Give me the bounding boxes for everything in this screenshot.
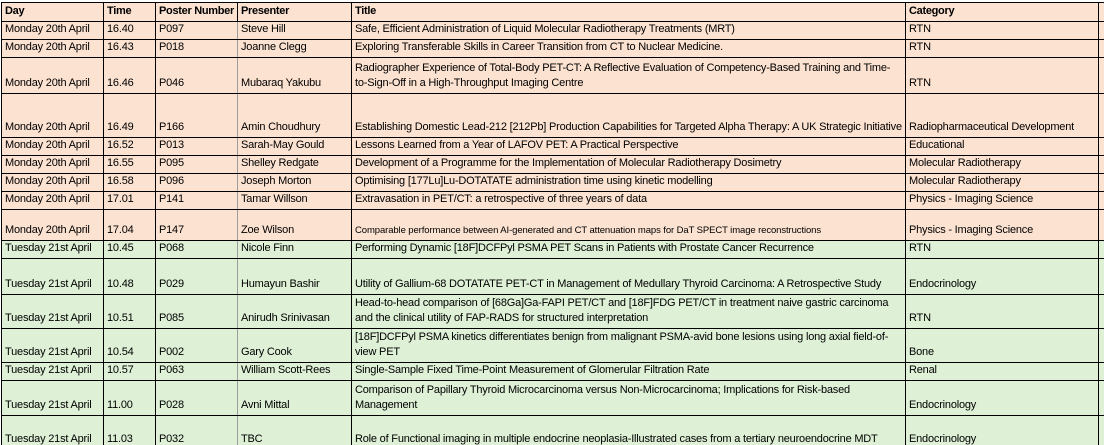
cell-day[interactable]: Monday 20th April	[2, 58, 104, 94]
cell-poster[interactable]: P097	[156, 22, 238, 40]
column-header-time[interactable]: Time	[104, 3, 156, 22]
cell-category[interactable]: RTN	[906, 241, 1099, 259]
table-row	[2, 40, 1104, 58]
cell-presenter[interactable]: Sarah-May Gould	[238, 138, 352, 156]
table-row	[2, 22, 1104, 40]
cell-time[interactable]: 16.40	[104, 22, 156, 40]
cell-category[interactable]: RTN	[906, 58, 1099, 94]
cell-poster[interactable]: P013	[156, 138, 238, 156]
cell-title[interactable]: Role of Functional imaging in multiple endocrine neoplasia-Illustrated cases from a tertiary neuroendocrine MDT	[352, 416, 906, 445]
cell-poster[interactable]: P147	[156, 210, 238, 241]
cell-category[interactable]: Endocrinology	[906, 416, 1099, 445]
schedule-table	[1, 2, 1104, 445]
cell-category[interactable]: RTN	[906, 40, 1099, 58]
cell-presenter[interactable]: TBC	[238, 416, 352, 445]
cell-poster[interactable]: P018	[156, 40, 238, 58]
table-row	[2, 210, 1104, 241]
filler-cell	[1099, 40, 1104, 58]
cell-title[interactable]: Radiographer Experience of Total-Body PET-CT: A Reflective Evaluation of Competency-Based Training and Time-to-Sign-Off in a High-Throughput Imaging Centre	[352, 58, 906, 94]
cell-day[interactable]: Tuesday 21st April	[2, 295, 104, 329]
cell-category[interactable]: Bone	[906, 329, 1099, 363]
filler-cell	[1099, 3, 1104, 22]
cell-presenter[interactable]: Humayun Bashir	[238, 259, 352, 295]
filler-cell	[1099, 138, 1104, 156]
cell-poster[interactable]: P028	[156, 381, 238, 416]
cell-presenter[interactable]: Joanne Clegg	[238, 40, 352, 58]
cell-day[interactable]: Monday 20th April	[2, 156, 104, 174]
header-row	[2, 3, 1104, 22]
cell-title[interactable]: Development of a Programme for the Implementation of Molecular Radiotherapy Dosimetry	[352, 156, 906, 174]
column-header-poster[interactable]: Poster Number	[156, 3, 238, 22]
cell-time[interactable]: 10.57	[104, 363, 156, 381]
cell-presenter[interactable]: Mubaraq Yakubu	[238, 58, 352, 94]
cell-time[interactable]: 16.58	[104, 174, 156, 192]
column-header-title[interactable]: Title	[352, 3, 906, 22]
column-header-day[interactable]: Day	[2, 3, 104, 22]
cell-poster[interactable]: P032	[156, 416, 238, 445]
filler-cell	[1099, 174, 1104, 192]
cell-day[interactable]: Monday 20th April	[2, 22, 104, 40]
filler-cell	[1099, 381, 1104, 416]
cell-title[interactable]: Optimising [177Lu]Lu-DOTATATE administration time using kinetic modelling	[352, 174, 906, 192]
filler-cell	[1099, 259, 1104, 295]
cell-time[interactable]: 16.46	[104, 58, 156, 94]
table-row	[2, 138, 1104, 156]
table-body	[2, 22, 1104, 445]
table-row	[2, 259, 1104, 295]
cell-title[interactable]: Extravasation in PET/CT: a retrospective of three years of data	[352, 192, 906, 210]
cell-presenter[interactable]: Amin Choudhury	[238, 94, 352, 138]
cell-category[interactable]: Molecular Radiotherapy	[906, 156, 1099, 174]
cell-presenter[interactable]: Nicole Finn	[238, 241, 352, 259]
cell-day[interactable]: Monday 20th April	[2, 138, 104, 156]
cell-category[interactable]: RTN	[906, 22, 1099, 40]
table-row	[2, 174, 1104, 192]
cell-presenter[interactable]: Tamar Willson	[238, 192, 352, 210]
cell-category[interactable]: RTN	[906, 295, 1099, 329]
cell-day[interactable]: Tuesday 21st April	[2, 363, 104, 381]
cell-poster[interactable]: P096	[156, 174, 238, 192]
table-row	[2, 58, 1104, 94]
filler-cell	[1099, 22, 1104, 40]
cell-title[interactable]: Head-to-head comparison of [68Ga]Ga-FAPI PET/CT and [18F]FDG PET/CT in treatment naive gastric carcinoma and the clinical utility of FAP-RADS for structured interpretation	[352, 295, 906, 329]
cell-time[interactable]: 11.00	[104, 381, 156, 416]
cell-title[interactable]: Comparison of Papillary Thyroid Microcarcinoma versus Non-Microcarcinoma; Implications for Risk-based Management	[352, 381, 906, 416]
cell-category[interactable]: Physics - Imaging Science	[906, 210, 1099, 241]
cell-time[interactable]: 16.55	[104, 156, 156, 174]
filler-cell	[1099, 156, 1104, 174]
cell-title[interactable]: Lessons Learned from a Year of LAFOV PET: A Practical Perspective	[352, 138, 906, 156]
cell-time[interactable]: 16.43	[104, 40, 156, 58]
table-row	[2, 94, 1104, 138]
cell-presenter[interactable]: Joseph Morton	[238, 174, 352, 192]
cell-poster[interactable]: P002	[156, 329, 238, 363]
cell-title[interactable]: Performing Dynamic [18F]DCFPyl PSMA PET Scans in Patients with Prostate Cancer Recurrence	[352, 241, 906, 259]
cell-day[interactable]: Tuesday 21st April	[2, 381, 104, 416]
cell-category[interactable]: Physics - Imaging Science	[906, 192, 1099, 210]
cell-time[interactable]: 10.51	[104, 295, 156, 329]
cell-day[interactable]: Tuesday 21st April	[2, 416, 104, 445]
cell-category[interactable]: Educational	[906, 138, 1099, 156]
cell-day[interactable]: Monday 20th April	[2, 192, 104, 210]
table-row	[2, 241, 1104, 259]
table-row	[2, 295, 1104, 329]
table-row	[2, 156, 1104, 174]
filler-cell	[1099, 295, 1104, 329]
cell-title[interactable]: Comparable performance between AI-generated and CT attenuation maps for DaT SPECT image reconstructions	[352, 210, 906, 241]
cell-presenter[interactable]: Steve Hill	[238, 22, 352, 40]
filler-cell	[1099, 241, 1104, 259]
cell-day[interactable]: Monday 20th April	[2, 40, 104, 58]
cell-title[interactable]: Utility of Gallium-68 DOTATATE PET-CT in Management of Medullary Thyroid Carcinoma: A Retrospective Study	[352, 259, 906, 295]
filler-cell	[1099, 210, 1104, 241]
filler-cell	[1099, 329, 1104, 363]
cell-day[interactable]: Monday 20th April	[2, 210, 104, 241]
cell-day[interactable]: Tuesday 21st April	[2, 241, 104, 259]
filler-cell	[1099, 94, 1104, 138]
filler-cell	[1099, 192, 1104, 210]
cell-day[interactable]: Tuesday 21st April	[2, 329, 104, 363]
cell-time[interactable]: 10.45	[104, 241, 156, 259]
table-row	[2, 192, 1104, 210]
cell-title[interactable]: Safe, Efficient Administration of Liquid Molecular Radiotherapy Treatments (MRT)	[352, 22, 906, 40]
cell-poster[interactable]: P085	[156, 295, 238, 329]
cell-title[interactable]: Establishing Domestic Lead-212 [212Pb] Production Capabilities for Targeted Alpha Therapy: A UK Strategic Initiative	[352, 94, 906, 138]
cell-title[interactable]: Single-Sample Fixed Time-Point Measurement of Glomerular Filtration Rate	[352, 363, 906, 381]
cell-poster[interactable]: P046	[156, 58, 238, 94]
cell-poster[interactable]: P063	[156, 363, 238, 381]
cell-poster[interactable]: P068	[156, 241, 238, 259]
cell-poster[interactable]: P029	[156, 259, 238, 295]
cell-time[interactable]: 11.03	[104, 416, 156, 445]
table-row	[2, 416, 1104, 445]
cell-day[interactable]: Tuesday 21st April	[2, 259, 104, 295]
cell-poster[interactable]: P141	[156, 192, 238, 210]
cell-category[interactable]: Renal	[906, 363, 1099, 381]
cell-category[interactable]: Radiopharmaceutical Development	[906, 94, 1099, 138]
cell-presenter[interactable]: Gary Cook	[238, 329, 352, 363]
cell-category[interactable]: Molecular Radiotherapy	[906, 174, 1099, 192]
cell-time[interactable]: 17.04	[104, 210, 156, 241]
cell-presenter[interactable]: Shelley Redgate	[238, 156, 352, 174]
table-row	[2, 363, 1104, 381]
column-header-category[interactable]: Category	[906, 3, 1099, 22]
cell-time[interactable]: 17.01	[104, 192, 156, 210]
cell-title[interactable]: Exploring Transferable Skills in Career Transition from CT to Nuclear Medicine.	[352, 40, 906, 58]
cell-presenter[interactable]: Avni Mittal	[238, 381, 352, 416]
cell-presenter[interactable]: Zoe Wilson	[238, 210, 352, 241]
cell-day[interactable]: Monday 20th April	[2, 94, 104, 138]
cell-presenter[interactable]: William Scott-Rees	[238, 363, 352, 381]
cell-poster[interactable]: P166	[156, 94, 238, 138]
column-header-presenter[interactable]: Presenter	[238, 3, 352, 22]
filler-cell	[1099, 416, 1104, 445]
cell-title[interactable]: [18F]DCFPyl PSMA kinetics differentiates benign from malignant PSMA-avid bone lesions using long axial field-of-view PET	[352, 329, 906, 363]
cell-time[interactable]: 16.49	[104, 94, 156, 138]
cell-category[interactable]: Endocrinology	[906, 381, 1099, 416]
cell-time[interactable]: 16.52	[104, 138, 156, 156]
table-row	[2, 329, 1104, 363]
cell-day[interactable]: Monday 20th April	[2, 174, 104, 192]
cell-category[interactable]: Endocrinology	[906, 259, 1099, 295]
cell-presenter[interactable]: Anirudh Srinivasan	[238, 295, 352, 329]
cell-time[interactable]: 10.54	[104, 329, 156, 363]
table-row	[2, 381, 1104, 416]
cell-poster[interactable]: P095	[156, 156, 238, 174]
filler-cell	[1099, 58, 1104, 94]
filler-cell	[1099, 363, 1104, 381]
cell-time[interactable]: 10.48	[104, 259, 156, 295]
